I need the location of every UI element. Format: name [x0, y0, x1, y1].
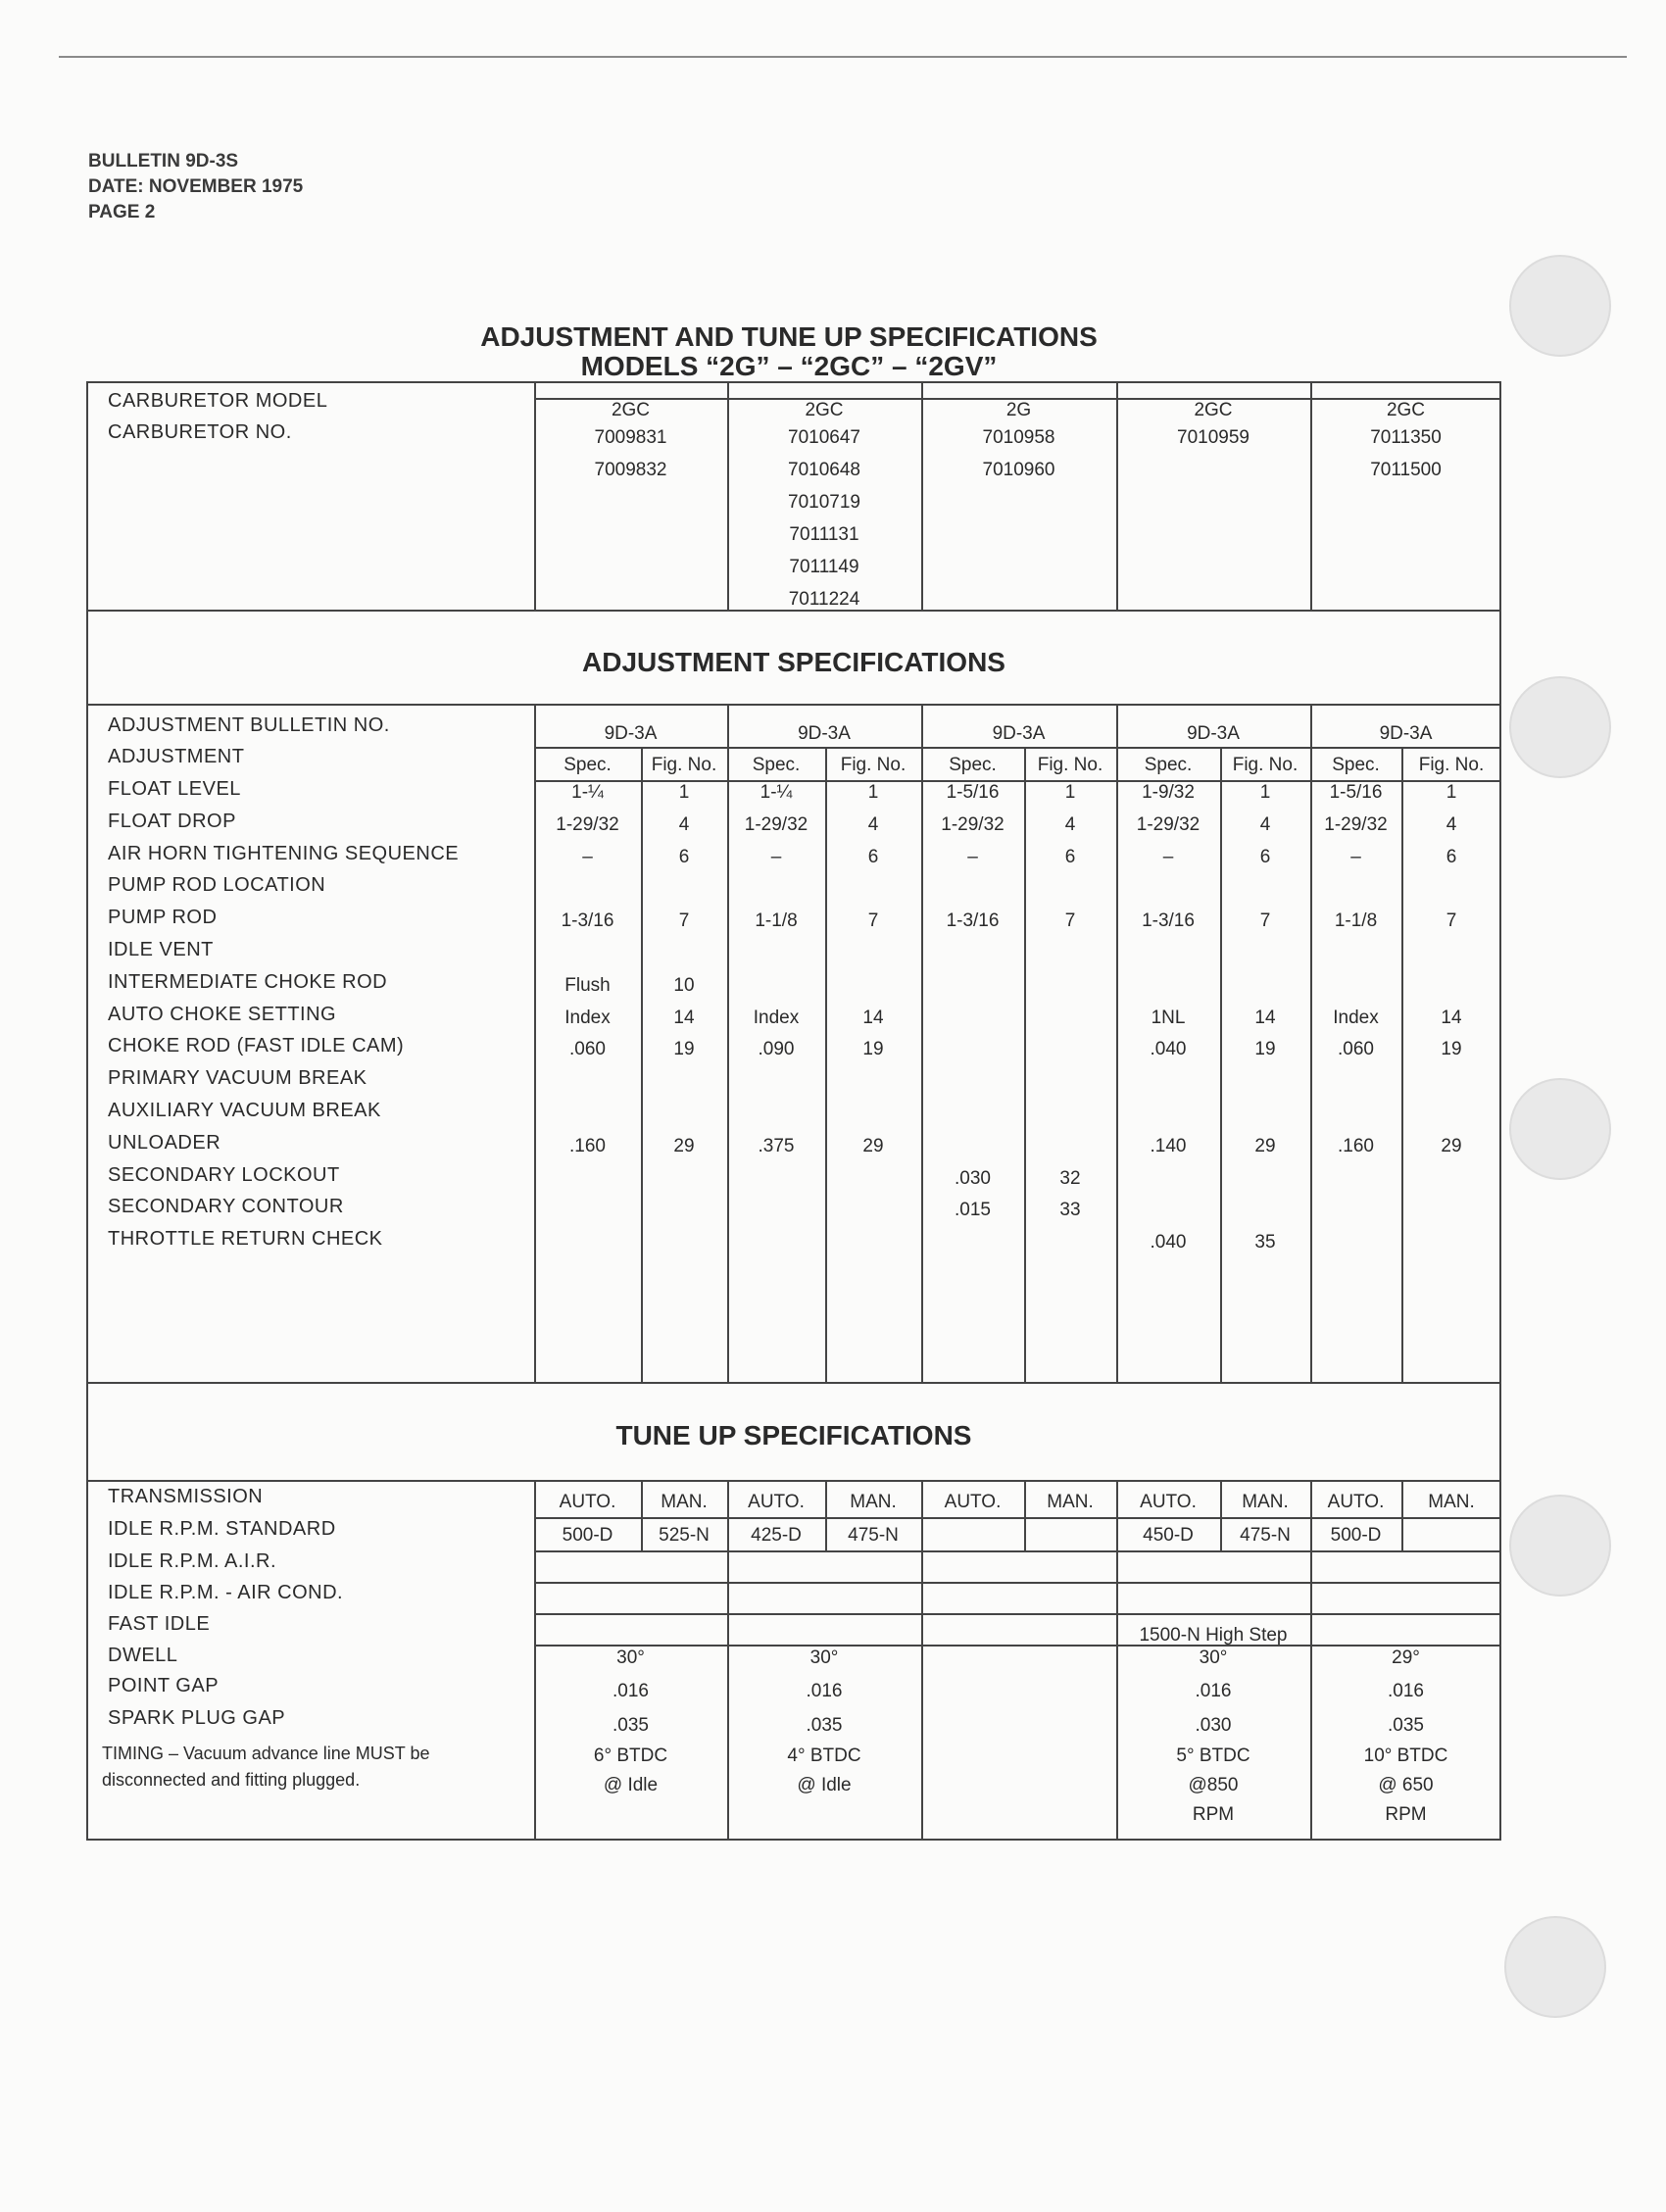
fig-number: 6 [1446, 846, 1457, 867]
spec-value: .060 [1338, 1039, 1374, 1060]
spec-value: – [1162, 846, 1174, 867]
carburetor-model: 2GC [1194, 400, 1233, 420]
fig-number: 4 [867, 813, 879, 835]
fig-number: 7 [1064, 910, 1076, 932]
idle-rpm-value: 450-D [1143, 1525, 1194, 1546]
transmission-auto: AUTO. [559, 1492, 616, 1512]
timing-value: RPM [1385, 1804, 1427, 1825]
fig-number: 6 [678, 846, 690, 867]
carburetor-number: 7009832 [594, 460, 667, 480]
spec-value: – [770, 846, 782, 867]
point-gap-value: .016 [1195, 1681, 1232, 1701]
carburetor-number: 7011500 [1370, 460, 1442, 480]
table-rule [641, 747, 643, 1382]
fig-number: 6 [1064, 846, 1076, 867]
adjustment-bulletin-number: 9D-3A [604, 723, 658, 744]
fig-number: 14 [673, 1007, 695, 1028]
table-rule [825, 747, 827, 1382]
carburetor-number: 7011224 [788, 589, 860, 610]
carburetor-model: 2GC [1386, 400, 1426, 420]
spark-plug-gap-value: .035 [806, 1715, 843, 1736]
spec-value: .160 [569, 1135, 606, 1156]
fig-number: 1 [1259, 782, 1271, 803]
carburetor-number: 7009831 [594, 427, 667, 448]
page-top-edge [59, 56, 1627, 58]
spec-value: 1-3/16 [561, 910, 614, 932]
adjustment-bulletin-number: 9D-3A [798, 723, 851, 744]
fast-idle-value: 1500-N High Step [1139, 1625, 1288, 1646]
spec-value: – [967, 846, 978, 867]
spark-plug-gap-value: .030 [1195, 1715, 1232, 1736]
table-rule [1024, 747, 1026, 1382]
fig-number: 32 [1059, 1167, 1081, 1189]
carburetor-number: 7011149 [789, 557, 859, 577]
adjustment-row-label: PUMP ROD [108, 907, 218, 929]
spec-value: 1-1/8 [1334, 910, 1378, 932]
spec-value: – [582, 846, 593, 867]
adjustment-row-label: AIR HORN TIGHTENING SEQUENCE [108, 842, 460, 864]
carburetor-number: 7010958 [982, 427, 1055, 448]
table-rule [921, 1480, 923, 1841]
tune-up-row-label: IDLE R.P.M. STANDARD [108, 1518, 336, 1540]
spec-value: 1-29/32 [556, 813, 619, 835]
timing-value: @ 650 [1378, 1775, 1434, 1795]
binder-hole [1509, 1078, 1611, 1180]
point-gap-value: .016 [612, 1681, 649, 1701]
spec-value: 1-29/32 [1324, 813, 1388, 835]
dwell-label: DWELL [108, 1645, 178, 1666]
fig-number: 4 [1446, 813, 1457, 835]
bulletin-number: BULLETIN 9D-3S [88, 151, 239, 172]
timing-value: @ Idle [797, 1775, 852, 1795]
fig-number: 6 [1259, 846, 1271, 867]
fig-number: 4 [1064, 813, 1076, 835]
spec-value: Flush [564, 974, 611, 996]
spec-column-header: Spec. [564, 755, 612, 775]
adjustment-row-label: SECONDARY CONTOUR [108, 1196, 344, 1218]
point-gap-value: .016 [806, 1681, 843, 1701]
adjustment-bulletin-label: ADJUSTMENT BULLETIN NO. [108, 714, 390, 736]
fig-number: 35 [1254, 1232, 1276, 1253]
tune-up-heading: TUNE UP SPECIFICATIONS [615, 1420, 972, 1450]
fig-number: 29 [1441, 1135, 1462, 1156]
spec-value: .030 [955, 1167, 991, 1189]
idle-rpm-value: 500-D [1330, 1525, 1382, 1546]
timing-value: 4° BTDC [787, 1745, 861, 1766]
fig-number: 19 [862, 1039, 884, 1060]
timing-value: @ Idle [603, 1775, 659, 1795]
spec-column-header: Spec. [752, 755, 801, 775]
spec-value: – [1350, 846, 1361, 867]
spec-column-header: Spec. [949, 755, 997, 775]
transmission-label: TRANSMISSION [108, 1486, 264, 1507]
carburetor-number: 7011131 [789, 524, 859, 545]
spec-value: .160 [1338, 1135, 1374, 1156]
carburetor-model: 2GC [805, 400, 844, 420]
table-rule [921, 704, 923, 1382]
fig-number: 19 [1254, 1039, 1276, 1060]
table-rule [534, 1582, 1501, 1584]
adjustment-row-label: UNLOADER [108, 1131, 221, 1154]
spec-value: .090 [758, 1039, 795, 1060]
table-rule [1220, 747, 1222, 1382]
idle-rpm-value: 475-N [848, 1525, 899, 1546]
fig-number: 19 [673, 1039, 695, 1060]
adjustment-row-label: SECONDARY LOCKOUT [108, 1163, 340, 1186]
timing-value: 10° BTDC [1363, 1745, 1448, 1766]
table-rule [86, 1480, 1501, 1482]
tune-up-row-label: IDLE R.P.M. - AIR COND. [108, 1582, 344, 1603]
bulletin-header [88, 149, 303, 225]
page-number: PAGE 2 [88, 202, 156, 222]
adjustment-row-label: AUXILIARY VACUUM BREAK [108, 1100, 381, 1121]
point-gap-value: .016 [1388, 1681, 1424, 1701]
spec-column-header: Spec. [1144, 755, 1193, 775]
fig-number: 14 [1254, 1007, 1276, 1028]
fig-number: 33 [1059, 1200, 1081, 1221]
table-rule [534, 1613, 1501, 1615]
adjustment-row-label: IDLE VENT [108, 939, 214, 960]
fig-number: 7 [1446, 910, 1457, 932]
adjustment-heading: ADJUSTMENT SPECIFICATIONS [582, 647, 1005, 677]
timing-value: 5° BTDC [1176, 1745, 1250, 1766]
idle-rpm-value: 475-N [1240, 1525, 1291, 1546]
fig-column-header: Fig. No. [651, 755, 717, 775]
table-rule [534, 1517, 1501, 1519]
transmission-man: MAN. [1428, 1492, 1475, 1512]
spec-value: 1-¼ [571, 782, 604, 803]
adjustment-row-label: PUMP ROD LOCATION [108, 874, 326, 897]
timing-value: 6° BTDC [593, 1745, 668, 1766]
spark-plug-gap-value: .035 [612, 1715, 649, 1736]
table-rule [1401, 747, 1403, 1382]
transmission-man: MAN. [1242, 1492, 1289, 1512]
idle-rpm-value: 425-D [751, 1525, 802, 1546]
spec-value: Index [753, 1007, 800, 1028]
spark-plug-gap-value: .035 [1388, 1715, 1424, 1736]
adjustment-row-label: INTERMEDIATE CHOKE ROD [108, 970, 388, 993]
spec-value: 1-5/16 [1329, 782, 1383, 803]
binder-hole [1509, 676, 1611, 778]
bulletin-date: DATE: NOVEMBER 1975 [88, 176, 304, 197]
fig-number: 29 [862, 1135, 884, 1156]
spec-value: Index [1333, 1007, 1379, 1028]
table-rule [1024, 1480, 1026, 1550]
spec-value: .060 [569, 1039, 606, 1060]
point-gap-label: POINT GAP [108, 1675, 220, 1696]
fig-number: 29 [1254, 1135, 1276, 1156]
carburetor-model: 2GC [611, 400, 651, 420]
fig-number: 7 [1259, 910, 1271, 932]
fig-number: 19 [1441, 1039, 1462, 1060]
adjustment-bulletin-number: 9D-3A [992, 723, 1046, 744]
fig-column-header: Fig. No. [1232, 755, 1298, 775]
fig-column-header: Fig. No. [1418, 755, 1485, 775]
carburetor-number: 7010960 [982, 460, 1055, 480]
spec-value: .140 [1150, 1135, 1187, 1156]
fig-number: 7 [867, 910, 879, 932]
spec-value: 1-1/8 [755, 910, 798, 932]
fig-number: 14 [862, 1007, 884, 1028]
adjustment-row-label: CHOKE ROD (FAST IDLE CAM) [108, 1035, 405, 1057]
carburetor-model-label: CARBURETOR MODEL [108, 390, 328, 412]
spec-value: 1-3/16 [946, 910, 1000, 932]
spec-value: Index [564, 1007, 611, 1028]
transmission-man: MAN. [850, 1492, 897, 1512]
fig-number: 1 [1064, 782, 1076, 803]
spec-value: 1NL [1151, 1007, 1186, 1028]
fig-number: 1 [867, 782, 879, 803]
adjustment-row-label: AUTO CHOKE SETTING [108, 1003, 337, 1025]
transmission-auto: AUTO. [1140, 1492, 1197, 1512]
binder-hole [1504, 1916, 1606, 2018]
spec-value: .040 [1150, 1232, 1187, 1253]
transmission-man: MAN. [661, 1492, 708, 1512]
fig-number: 7 [678, 910, 690, 932]
table-rule [534, 1550, 1501, 1552]
table-rule [86, 1382, 1501, 1384]
adjustment-row-label: FLOAT DROP [108, 810, 236, 832]
carburetor-number: 7010647 [788, 427, 860, 448]
spark-plug-gap-label: SPARK PLUG GAP [108, 1707, 286, 1729]
fig-number: 4 [1259, 813, 1271, 835]
tune-up-row-label: IDLE R.P.M. A.I.R. [108, 1550, 277, 1572]
transmission-auto: AUTO. [1327, 1492, 1385, 1512]
page-subtitle: MODELS “2G” – “2GC” – “2GV” [580, 351, 998, 381]
page-title: ADJUSTMENT AND TUNE UP SPECIFICATIONS [480, 321, 1098, 352]
table-rule [1401, 1480, 1403, 1550]
fig-number: 14 [1441, 1007, 1462, 1028]
spec-value: 1-3/16 [1142, 910, 1195, 932]
adjustment-row-label: FLOAT LEVEL [108, 778, 241, 800]
fast-idle-label: FAST IDLE [108, 1613, 211, 1635]
table-rule [534, 1645, 1501, 1647]
adjustment-bulletin-number: 9D-3A [1187, 723, 1240, 744]
transmission-auto: AUTO. [748, 1492, 805, 1512]
spec-value: .040 [1150, 1039, 1187, 1060]
spec-column-header: Spec. [1332, 755, 1380, 775]
transmission-auto: AUTO. [944, 1492, 1002, 1512]
spec-value: 1-5/16 [946, 782, 1000, 803]
adjustment-row-label: THROTTLE RETURN CHECK [108, 1228, 383, 1251]
carburetor-number: 7010959 [1177, 427, 1250, 448]
spec-value: .375 [758, 1135, 795, 1156]
carburetor-number: 7011350 [1370, 427, 1442, 448]
fig-column-header: Fig. No. [1037, 755, 1103, 775]
table-rule [86, 704, 1501, 706]
fig-column-header: Fig. No. [840, 755, 906, 775]
timing-label: TIMING – Vacuum advance line MUST be disconnected and fitting plugged. [102, 1744, 430, 1790]
binder-hole [1509, 1495, 1611, 1597]
fig-number: 1 [1446, 782, 1457, 803]
spec-value: 1-¼ [760, 782, 793, 803]
carburetor-model: 2G [1005, 400, 1032, 420]
fig-number: 29 [673, 1135, 695, 1156]
timing-value: RPM [1192, 1804, 1235, 1825]
dwell-value: 30° [1199, 1647, 1228, 1668]
idle-rpm-value: 525-N [659, 1525, 710, 1546]
dwell-value: 30° [809, 1647, 839, 1668]
idle-rpm-value: 500-D [562, 1525, 613, 1546]
carburetor-number: 7010648 [788, 460, 860, 480]
spec-value: 1-9/32 [1142, 782, 1195, 803]
fig-number: 4 [678, 813, 690, 835]
adjustment-bulletin-number: 9D-3A [1379, 723, 1433, 744]
carburetor-number: 7010719 [788, 492, 860, 513]
table-rule [534, 747, 1501, 749]
spec-value: 1-29/32 [941, 813, 1004, 835]
fig-number: 1 [678, 782, 690, 803]
carburetor-number-label: CARBURETOR NO. [108, 421, 292, 443]
transmission-man: MAN. [1047, 1492, 1094, 1512]
spec-value: 1-29/32 [744, 813, 808, 835]
fig-number: 10 [673, 974, 695, 996]
dwell-value: 30° [616, 1647, 645, 1668]
fig-number: 6 [867, 846, 879, 867]
spec-value: 1-29/32 [1136, 813, 1200, 835]
adjustment-label: ADJUSTMENT [108, 746, 245, 767]
timing-value: @850 [1188, 1775, 1239, 1795]
dwell-value: 29° [1392, 1647, 1420, 1668]
adjustment-row-label: PRIMARY VACUUM BREAK [108, 1067, 368, 1090]
spec-value: .015 [955, 1200, 991, 1221]
